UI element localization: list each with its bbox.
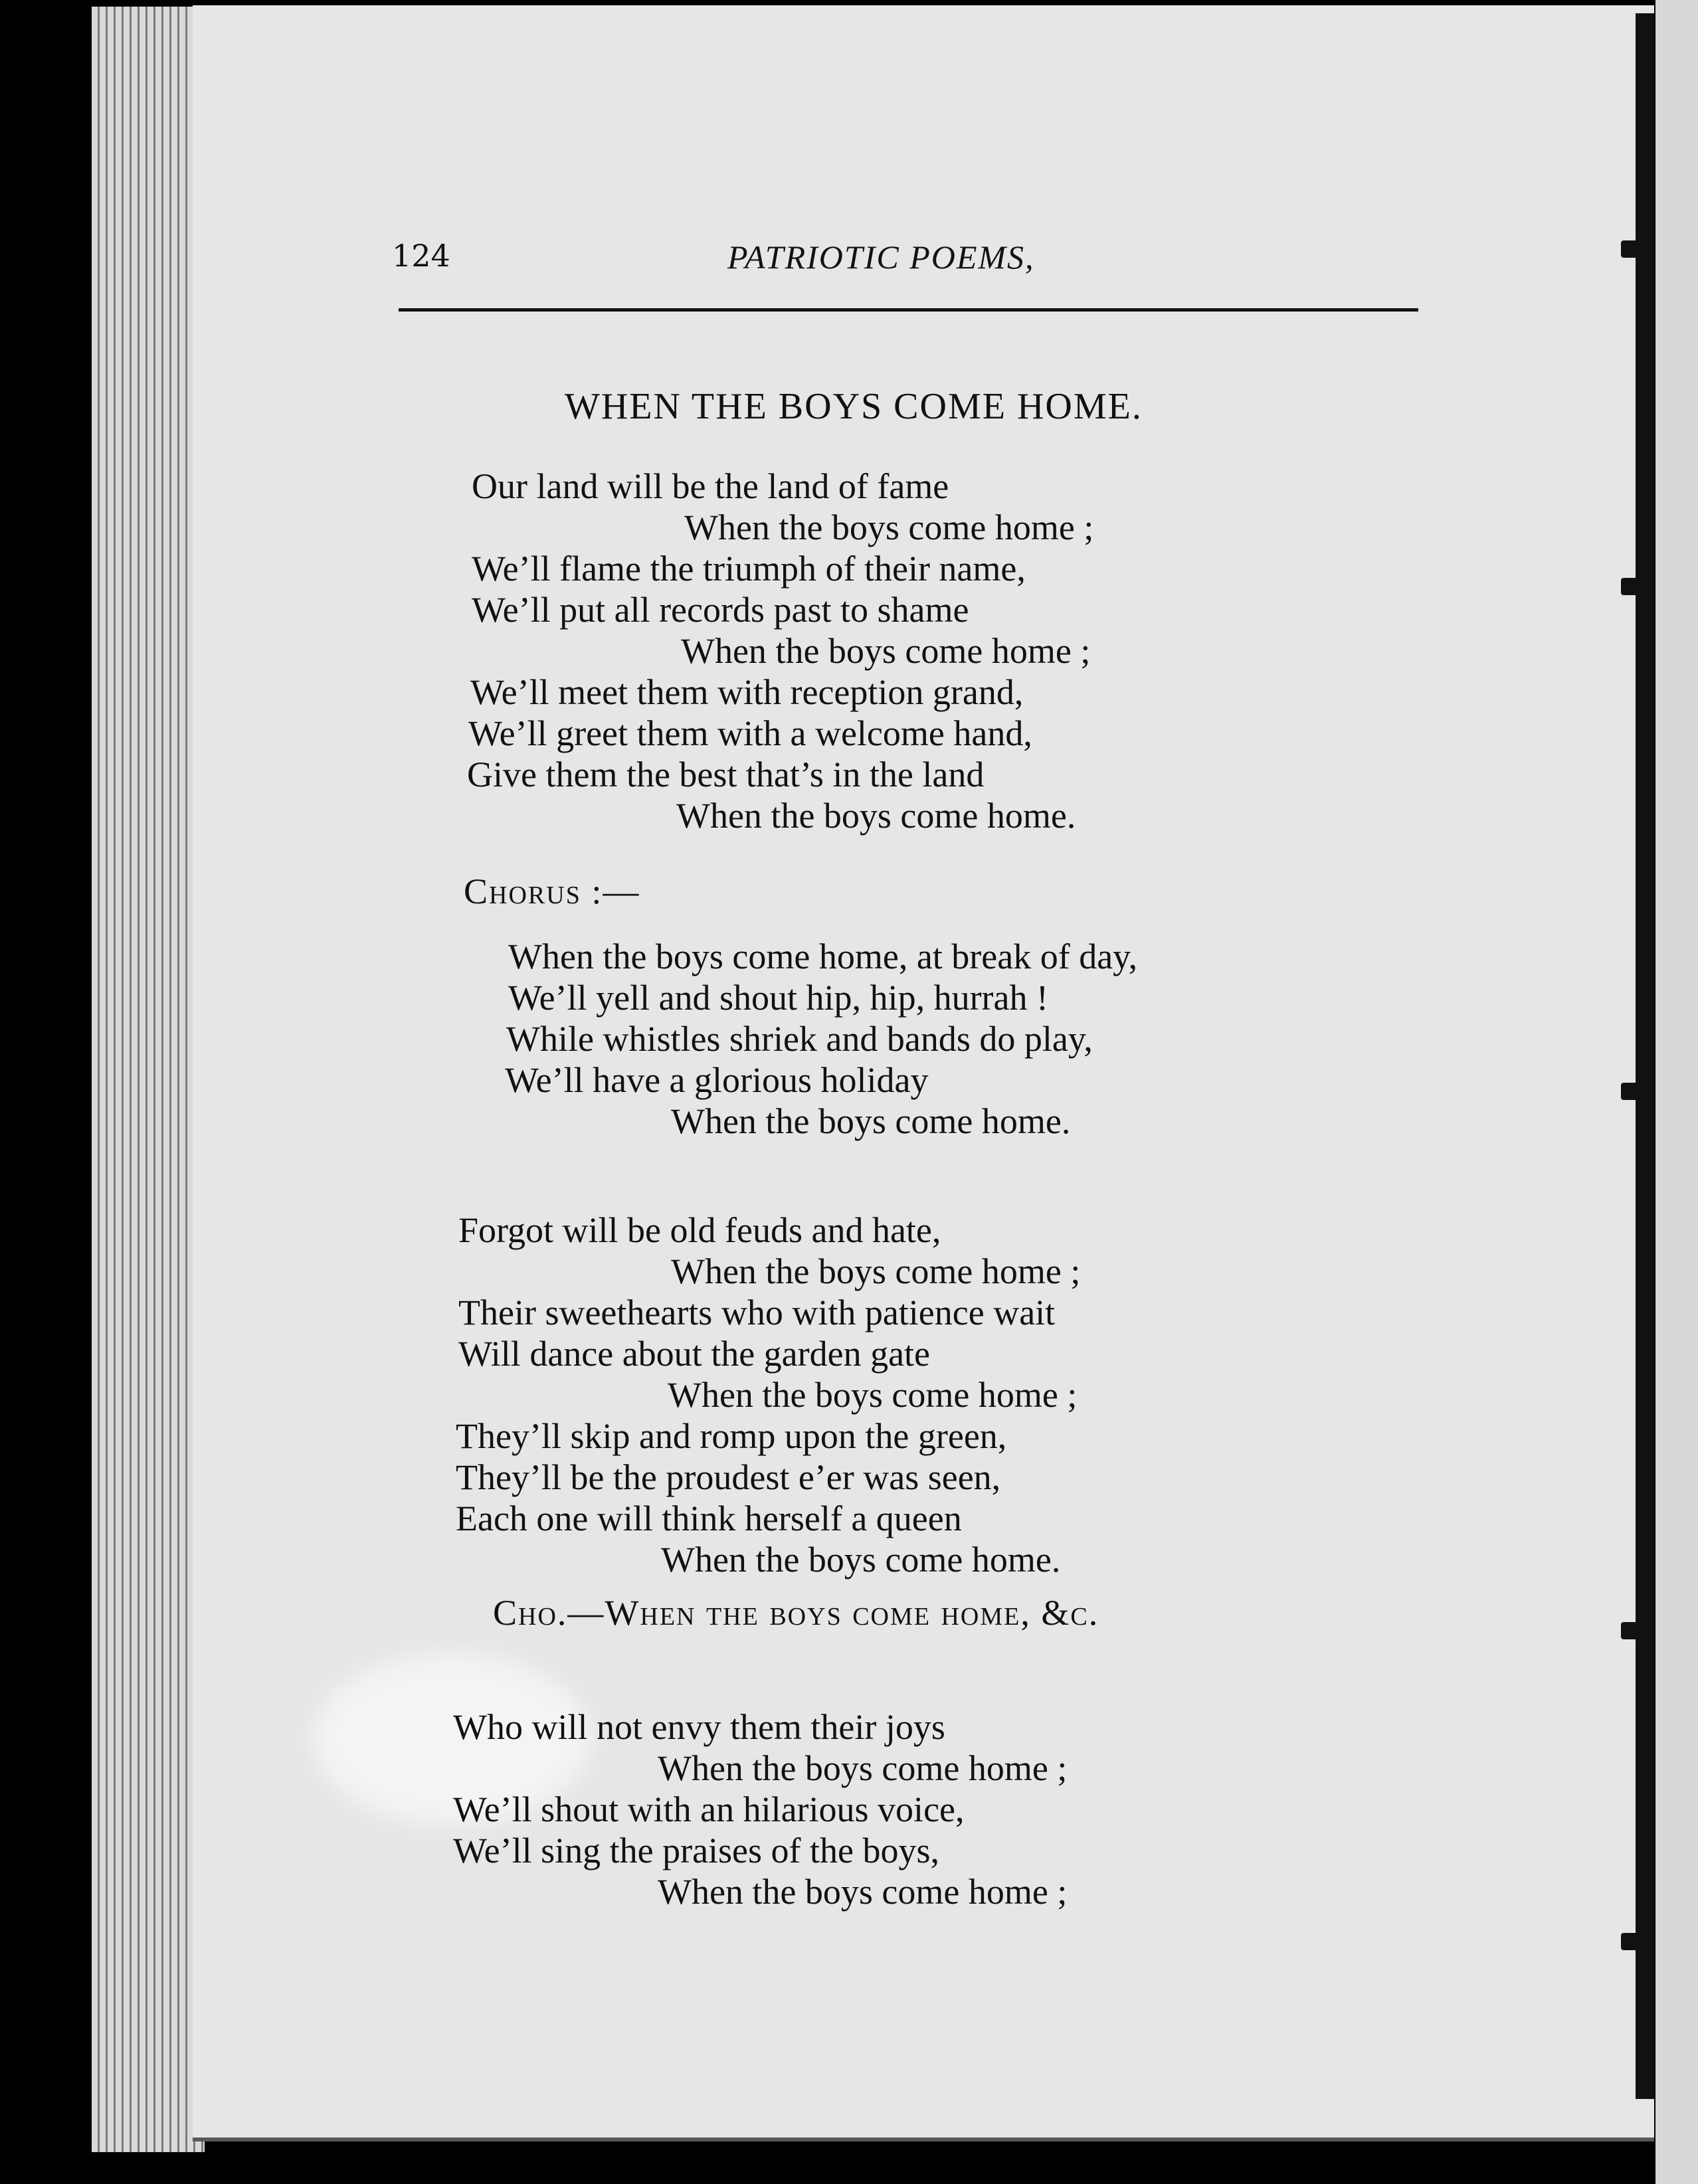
poem-line: Who will not envy them their joys	[453, 1707, 945, 1747]
poem-line: When the boys come home ;	[658, 1872, 1068, 1912]
page-header	[392, 238, 1422, 284]
poem-line: When the boys come home.	[676, 796, 1076, 836]
poem-line: They’ll skip and romp upon the green,	[456, 1416, 1007, 1456]
poem-line: When the boys come home ;	[681, 631, 1091, 671]
poem-line: Will dance about the garden gate	[458, 1334, 931, 1374]
poem-line: Give them the best that’s in the land	[467, 755, 985, 794]
chorus-label: Chorus :—	[464, 871, 640, 911]
chorus-reference-line: Cho.—When the boys come home, &c.	[493, 1593, 1099, 1633]
poem-line: When the boys come home.	[661, 1540, 1061, 1580]
poem-line: We’ll greet them with a welcome hand,	[468, 713, 1032, 753]
poem-line: We’ll put all records past to shame	[472, 590, 969, 630]
binding-stitch	[1621, 1083, 1650, 1100]
poem-line: When the boys come home ;	[668, 1375, 1078, 1415]
page-edges	[92, 7, 205, 2152]
poem-line: Each one will think herself a queen	[456, 1499, 962, 1538]
header-rule	[399, 308, 1418, 312]
poem-line: When the boys come home ;	[658, 1748, 1068, 1788]
poem-line: We’ll sing the praises of the boys,	[453, 1831, 940, 1870]
facing-page-edge	[1655, 0, 1698, 2184]
poem-line: We’ll meet them with reception grand,	[470, 672, 1024, 712]
poem-line: Our land will be the land of fame	[472, 466, 949, 506]
poem-line: We’ll shout with an hilarious voice,	[453, 1789, 965, 1829]
binding-gutter	[1636, 13, 1654, 2099]
chorus-line: When the boys come home.	[671, 1101, 1071, 1141]
chorus-line: When the boys come home, at break of day,	[508, 937, 1138, 976]
chorus-line: While whistles shriek and bands do play,	[506, 1019, 1093, 1059]
binding-stitch	[1621, 1622, 1650, 1639]
chorus-line: We’ll yell and shout hip, hip, hurrah !	[508, 978, 1048, 1018]
poem-line: Forgot will be old feuds and hate,	[458, 1210, 941, 1250]
poem-line: When the boys come home ;	[684, 507, 1094, 547]
poem-line: We’ll flame the triumph of their name,	[472, 549, 1026, 589]
poem-line: Their sweethearts who with patience wait	[458, 1293, 1056, 1332]
binding-stitch	[1621, 1933, 1650, 1950]
poem-title: WHEN THE BOYS COME HOME.	[565, 386, 1143, 427]
running-head: PATRIOTIC POEMS,	[727, 238, 1035, 276]
page-number: 124	[392, 238, 450, 274]
poem-line: When the boys come home ;	[671, 1251, 1081, 1291]
poem-line: They’ll be the proudest e’er was seen,	[456, 1457, 1001, 1497]
binding-stitch	[1621, 578, 1650, 595]
binding-stitch	[1621, 240, 1650, 258]
chorus-line: We’ll have a glorious holiday	[505, 1060, 929, 1100]
